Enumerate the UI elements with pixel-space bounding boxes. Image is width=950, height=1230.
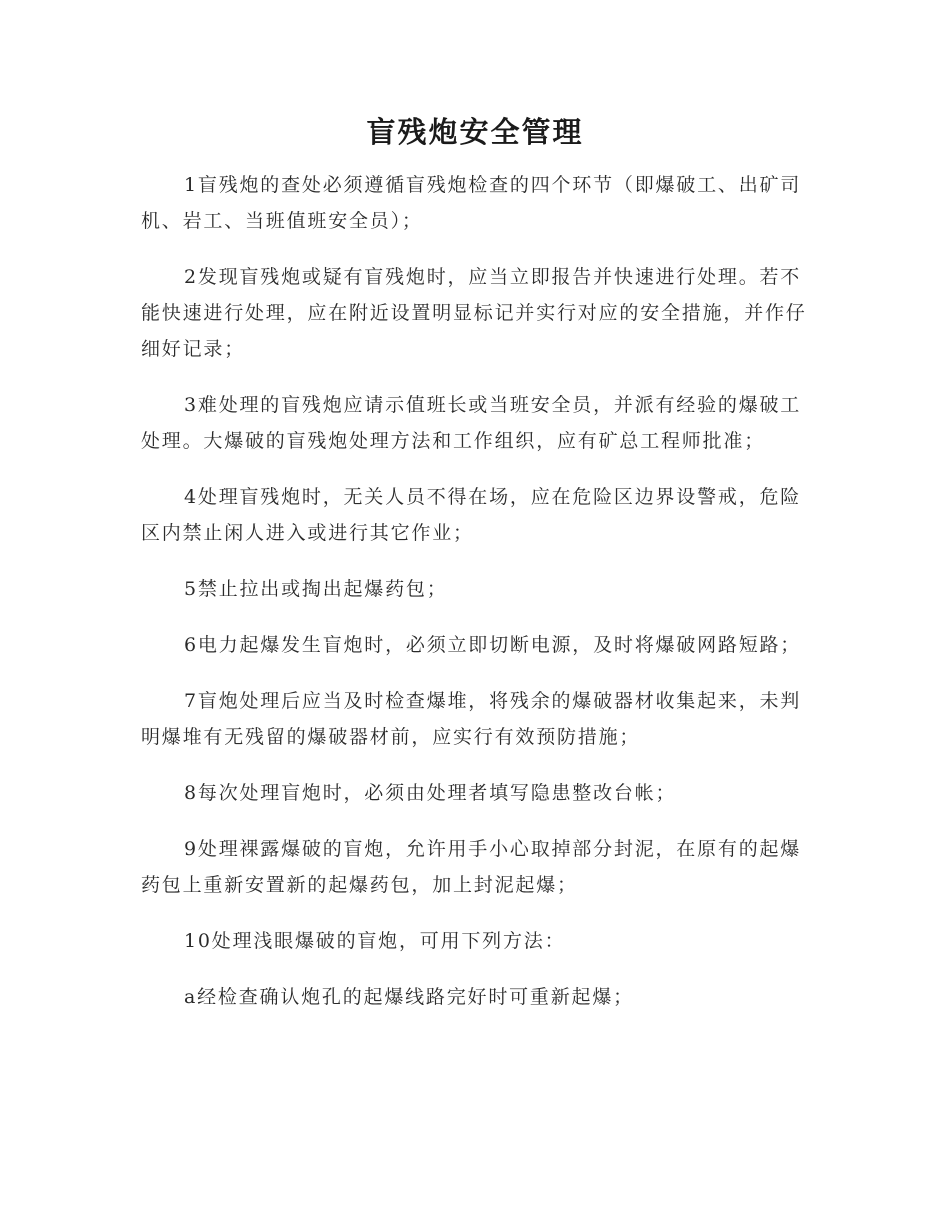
- paragraph-9: 9处理裸露爆破的盲炮，允许用手小心取掉部分封泥，在原有的起爆药包上重新安置新的起爆药包，加上封泥起爆；: [141, 838, 802, 896]
- paragraph-4: 4处理盲残炮时，无关人员不得在场，应在危险区边界设警戒，危险区内禁止闲人进入或进行其它作业；: [141, 486, 802, 544]
- document-title: 盲残炮安全管理: [366, 115, 584, 149]
- paragraph-6: 6电力起爆发生盲炮时，必须立即切断电源，及时将爆破网路短路；: [184, 634, 802, 656]
- paragraph-3: 3难处理的盲残炮应请示值班长或当班安全员，并派有经验的爆破工处理。大爆破的盲残炮处理方法和工作组织，应有矿总工程师批准；: [141, 394, 802, 452]
- paragraph-8: 8每次处理盲炮时，必须由处理者填写隐患整改台帐；: [184, 782, 677, 804]
- paragraph-10: 10处理浅眼爆破的盲炮，可用下列方法：: [184, 930, 566, 952]
- paragraph-2: 2发现盲残炮或疑有盲残炮时，应当立即报告并快速进行处理。若不能快速进行处理，应在附近设置明显标记并实行对应的安全措施，并作仔细好记录；: [141, 266, 807, 360]
- paragraph-11: a经检查确认炮孔的起爆线路完好时可重新起爆；: [184, 986, 634, 1008]
- paragraph-7: 7盲炮处理后应当及时检查爆堆，将残余的爆破器材收集起来，未判明爆堆有无残留的爆破器材前，应实行有效预防措施；: [141, 690, 802, 748]
- paragraph-1: 1盲残炮的查处必须遵循盲残炮检查的四个环节（即爆破工、出矿司机、岩工、当班值班安全员）；: [141, 174, 802, 232]
- paragraph-5: 5禁止拉出或掏出起爆药包；: [184, 578, 448, 600]
- document-body: [141, 167, 813, 1035]
